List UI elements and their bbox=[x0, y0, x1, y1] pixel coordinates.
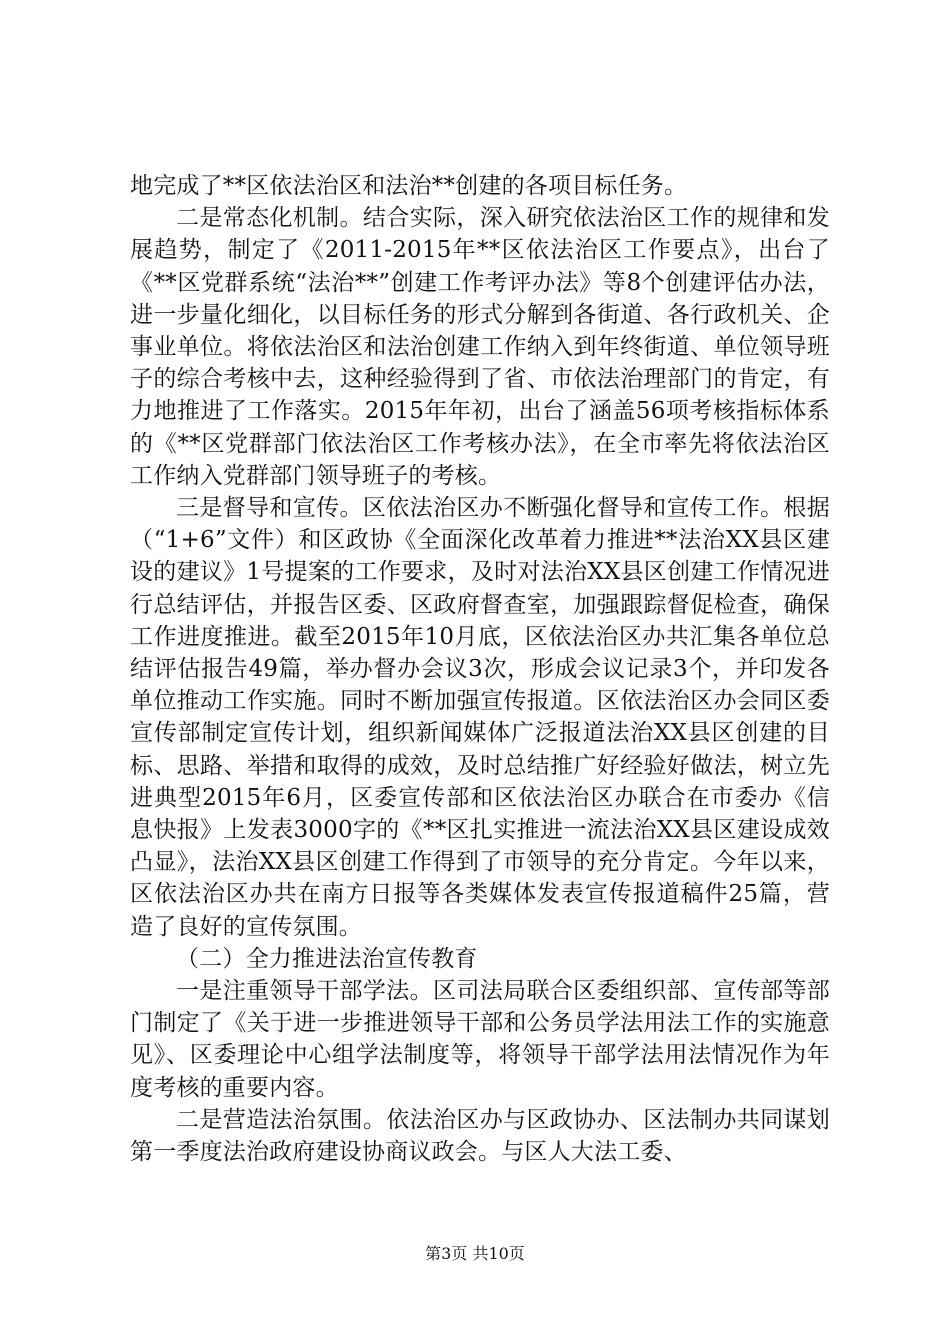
paragraph-4: 一是注重领导干部学法。区司法局联合区委组织部、宣传部等部门制定了《关于进一步推进领导干部和公务员学法用法工作的实施意见》、区委理论中心组学法制度等，将领导干部学法用法情况作为年度考核的重要内容。 bbox=[130, 978, 830, 1101]
paragraph-2: 二是常态化机制。结合实际，深入研究依法治区工作的规律和发展趋势，制定了《2011-2015年**区依法治区工作要点》，出台了《**区党群系统“法治**”创建工作考评办法》等8个创建评估办法，进一步量化细化，以目标任务的形式分解到各街道、各行政机关、企事业单位。将依法治区和法治创建工作纳入到年终街道、单位领导班子的综合考核中去，这种经验得到了省、市依法治理部门的肯定，有力地推进了工作落实。2015年年初，出台了涵盖56项考核指标体系的《**区党群部门依法治区工作考核办法》，在全市率先将依法治区工作纳入党群部门领导班子的考核。 bbox=[130, 205, 830, 489]
document-body bbox=[130, 170, 830, 1168]
paragraph-5: 二是营造法治氛围。依法治区办与区政协办、区法制办共同谋划第一季度法治政府建设协商议政会。与区人大法工委、 bbox=[130, 1106, 830, 1166]
paragraph-3: 三是督导和宣传。区依法治区办不断强化督导和宣传工作。根据（“1+6”文件）和区政协《全面深化改革着力推进**法治XX县区建设的建议》1号提案的工作要求，及时对法治XX县区创建工作情况进行总结评估，并报告区委、区政府督查室，加强跟踪督促检查，确保工作进度推进。截至2015年10月底，区依法治区办共汇集各单位总结评估报告49篇，举办督办会议3次，形成会议记录3个，并印发各单位推动工作实施。同时不断加强宣传报道。区依法治区办会同区委宣传部制定宣传计划，组织新闻媒体广泛报道法治XX县区创建的目标、思路、举措和取得的成效，及时总结推广好经验好做法，树立先进典型2015年6月，区委宣传部和区依法治区办联合在市委办《信息快报》上发表3000字的《**区扎实推进一流法治XX县区建设成效凸显》，法治XX县区创建工作得到了市领导的充分肯定。今年以来，区依法治区办共在南方日报等各类媒体发表宣传报道稿件25篇，营造了良好的宣传氛围。 bbox=[130, 495, 830, 940]
paragraph-1: 地完成了**区依法治区和法治**创建的各项目标任务。 bbox=[130, 173, 688, 199]
page-footer: 第3页 共10页 bbox=[425, 1244, 525, 1263]
section-heading: （二）全力推进法治宣传教育 bbox=[176, 945, 478, 972]
